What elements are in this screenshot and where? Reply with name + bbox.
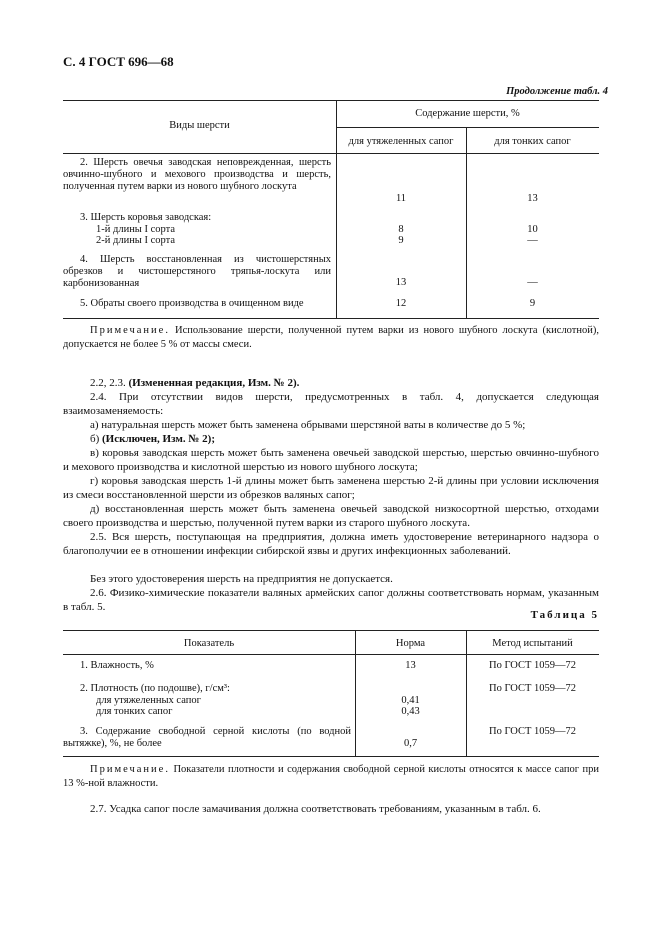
- table-cell-heavy: 12: [395, 298, 407, 309]
- table-cell-heavy: 11: [395, 193, 407, 204]
- table-cell-method: По ГОСТ 1059—72: [488, 726, 577, 737]
- table-4-note: [63, 324, 599, 352]
- table-continuation-label: Продолжение табл. 4: [506, 86, 608, 97]
- paragraph: [63, 432, 599, 446]
- col-header-method: Метод испытаний: [492, 638, 573, 649]
- table-5-caption: Таблица 5: [530, 609, 599, 621]
- table-cell-heavy: 13: [395, 277, 407, 288]
- paragraph-bold: (Измененная редакция, Изм. № 2).: [128, 377, 300, 389]
- table-row-text: 3. Содержание свободной серной кислоты (по водной вытяжке), %, не более: [63, 726, 351, 749]
- paragraph: 2.7. Усадка сапог после замачивания должна соответствовать требованиям, указанным в табл. 6.: [90, 803, 541, 815]
- table-row-text: 1. Влажность, %: [80, 660, 154, 671]
- col-header-heavy: для утяжеленных сапог: [348, 136, 454, 147]
- paragraph: 2.4. При отсутствии видов шерсти, предусмотренных в табл. 4, допускается следующая взаимозаменяемость:: [63, 391, 599, 417]
- col-header-indicator: Показатель: [183, 638, 235, 649]
- table-row-text: 2. Шерсть овечья заводская неповрежденная, шерсть овчинно-шубного и мехового производства и шерсть, полученная путем варки из нового шубного лоскута: [63, 157, 331, 192]
- table-cell-norm: 0,43: [401, 706, 420, 717]
- table-row-subtext: 2-й длины I сорта: [96, 235, 176, 246]
- table-row-text: 3. Шерсть коровья заводская:: [80, 212, 212, 223]
- table-row-subtext: для утяжеленных сапог: [96, 695, 201, 706]
- note-text: Показатели плотности и содержания свободной серной кислоты относятся к массе сапог при 13 %-ной влажности.: [63, 764, 600, 789]
- paragraph: д) восстановленная шерсть может быть заменена овечьей заводской низкосортной шерстью, отходами своего производства и шерстью, полученной путем варки из старого шубного лоскута.: [63, 503, 599, 529]
- table-cell-method: По ГОСТ 1059—72: [488, 660, 577, 671]
- paragraph: а) натуральная шерсть может быть заменена обрывами шерстяной ваты в количестве до 5 %;: [90, 419, 526, 431]
- table-cell-thin: 10: [527, 224, 538, 235]
- paragraph: 2.5. Вся шерсть, поступающая на предприятия, должна иметь удостоверение ветеринарного надзора о благополучии ее в отношении инфекции сибирской язвы и других инфекционных заболеваний.: [63, 531, 599, 557]
- table-cell-method: По ГОСТ 1059—72: [488, 683, 577, 694]
- paragraph: в) коровья заводская шерсть может быть заменена овечьей заводской шерстью, шерстью овчинно-шубного и мехового производства и кислотной шерстью из нового шубного лоскута;: [63, 447, 599, 473]
- table-cell-norm: 13: [405, 660, 416, 671]
- col-header-thin: для тонких сапог: [494, 136, 571, 147]
- note-label: Примечание.: [90, 325, 170, 336]
- paragraph-number: 2.2, 2.3.: [90, 377, 126, 389]
- paragraph-bold: (Исключен, Изм. № 2);: [102, 433, 215, 445]
- table-cell-thin: —: [527, 235, 538, 246]
- table-row-text: 5. Обраты своего производства в очищенном виде: [80, 298, 304, 309]
- paragraph: г) коровья заводская шерсть 1-й длины может быть заменена шерстью 2-й длины при условии исключения из смеси восстановленной шерсти из обрезков валяных сапог;: [63, 475, 599, 501]
- table-row-subtext: для тонких сапог: [96, 706, 173, 717]
- note-text: Использование шерсти, полученной путем варки из нового шубного лоскута (кислотной), допускается не более 5 % от массы смеси.: [63, 325, 599, 350]
- col-header-norm: Норма: [395, 638, 426, 649]
- page-header: С. 4 ГОСТ 696—68: [63, 54, 174, 69]
- paragraph: Без этого удостоверения шерсть на предприятия не допускается.: [90, 573, 393, 585]
- table-5-note: [63, 763, 599, 791]
- table-row-text: 2. Плотность (по подошве), г/см³:: [80, 683, 230, 694]
- col-header-content: Содержание шерсти, %: [415, 108, 520, 119]
- paragraph-prefix: б): [90, 433, 100, 445]
- table-cell-heavy: 8: [398, 224, 404, 235]
- table-cell-thin: —: [527, 277, 538, 288]
- table-cell-heavy: 9: [398, 235, 404, 246]
- table-cell-norm: 0,7: [403, 738, 418, 749]
- table-row-subtext: 1-й длины I сорта: [96, 224, 176, 235]
- table-cell-norm: 0,41: [401, 695, 420, 706]
- table-cell-thin: 13: [527, 193, 538, 204]
- paragraph: 2.6. Физико-химические показатели валяных армейских сапог должны соответствовать нормам, указанным в табл. 5.: [63, 587, 599, 613]
- table-row-text: 4. Шерсть восстановленная из чистошерстяных обрезков и чистошерстяного тряпья-лоскута или карбонизованная: [63, 254, 331, 289]
- note-label: Примечание.: [90, 764, 170, 775]
- table-cell-thin: 9: [529, 298, 536, 309]
- col-header-kind: Виды шерсти: [169, 120, 230, 131]
- paragraph: [63, 376, 599, 390]
